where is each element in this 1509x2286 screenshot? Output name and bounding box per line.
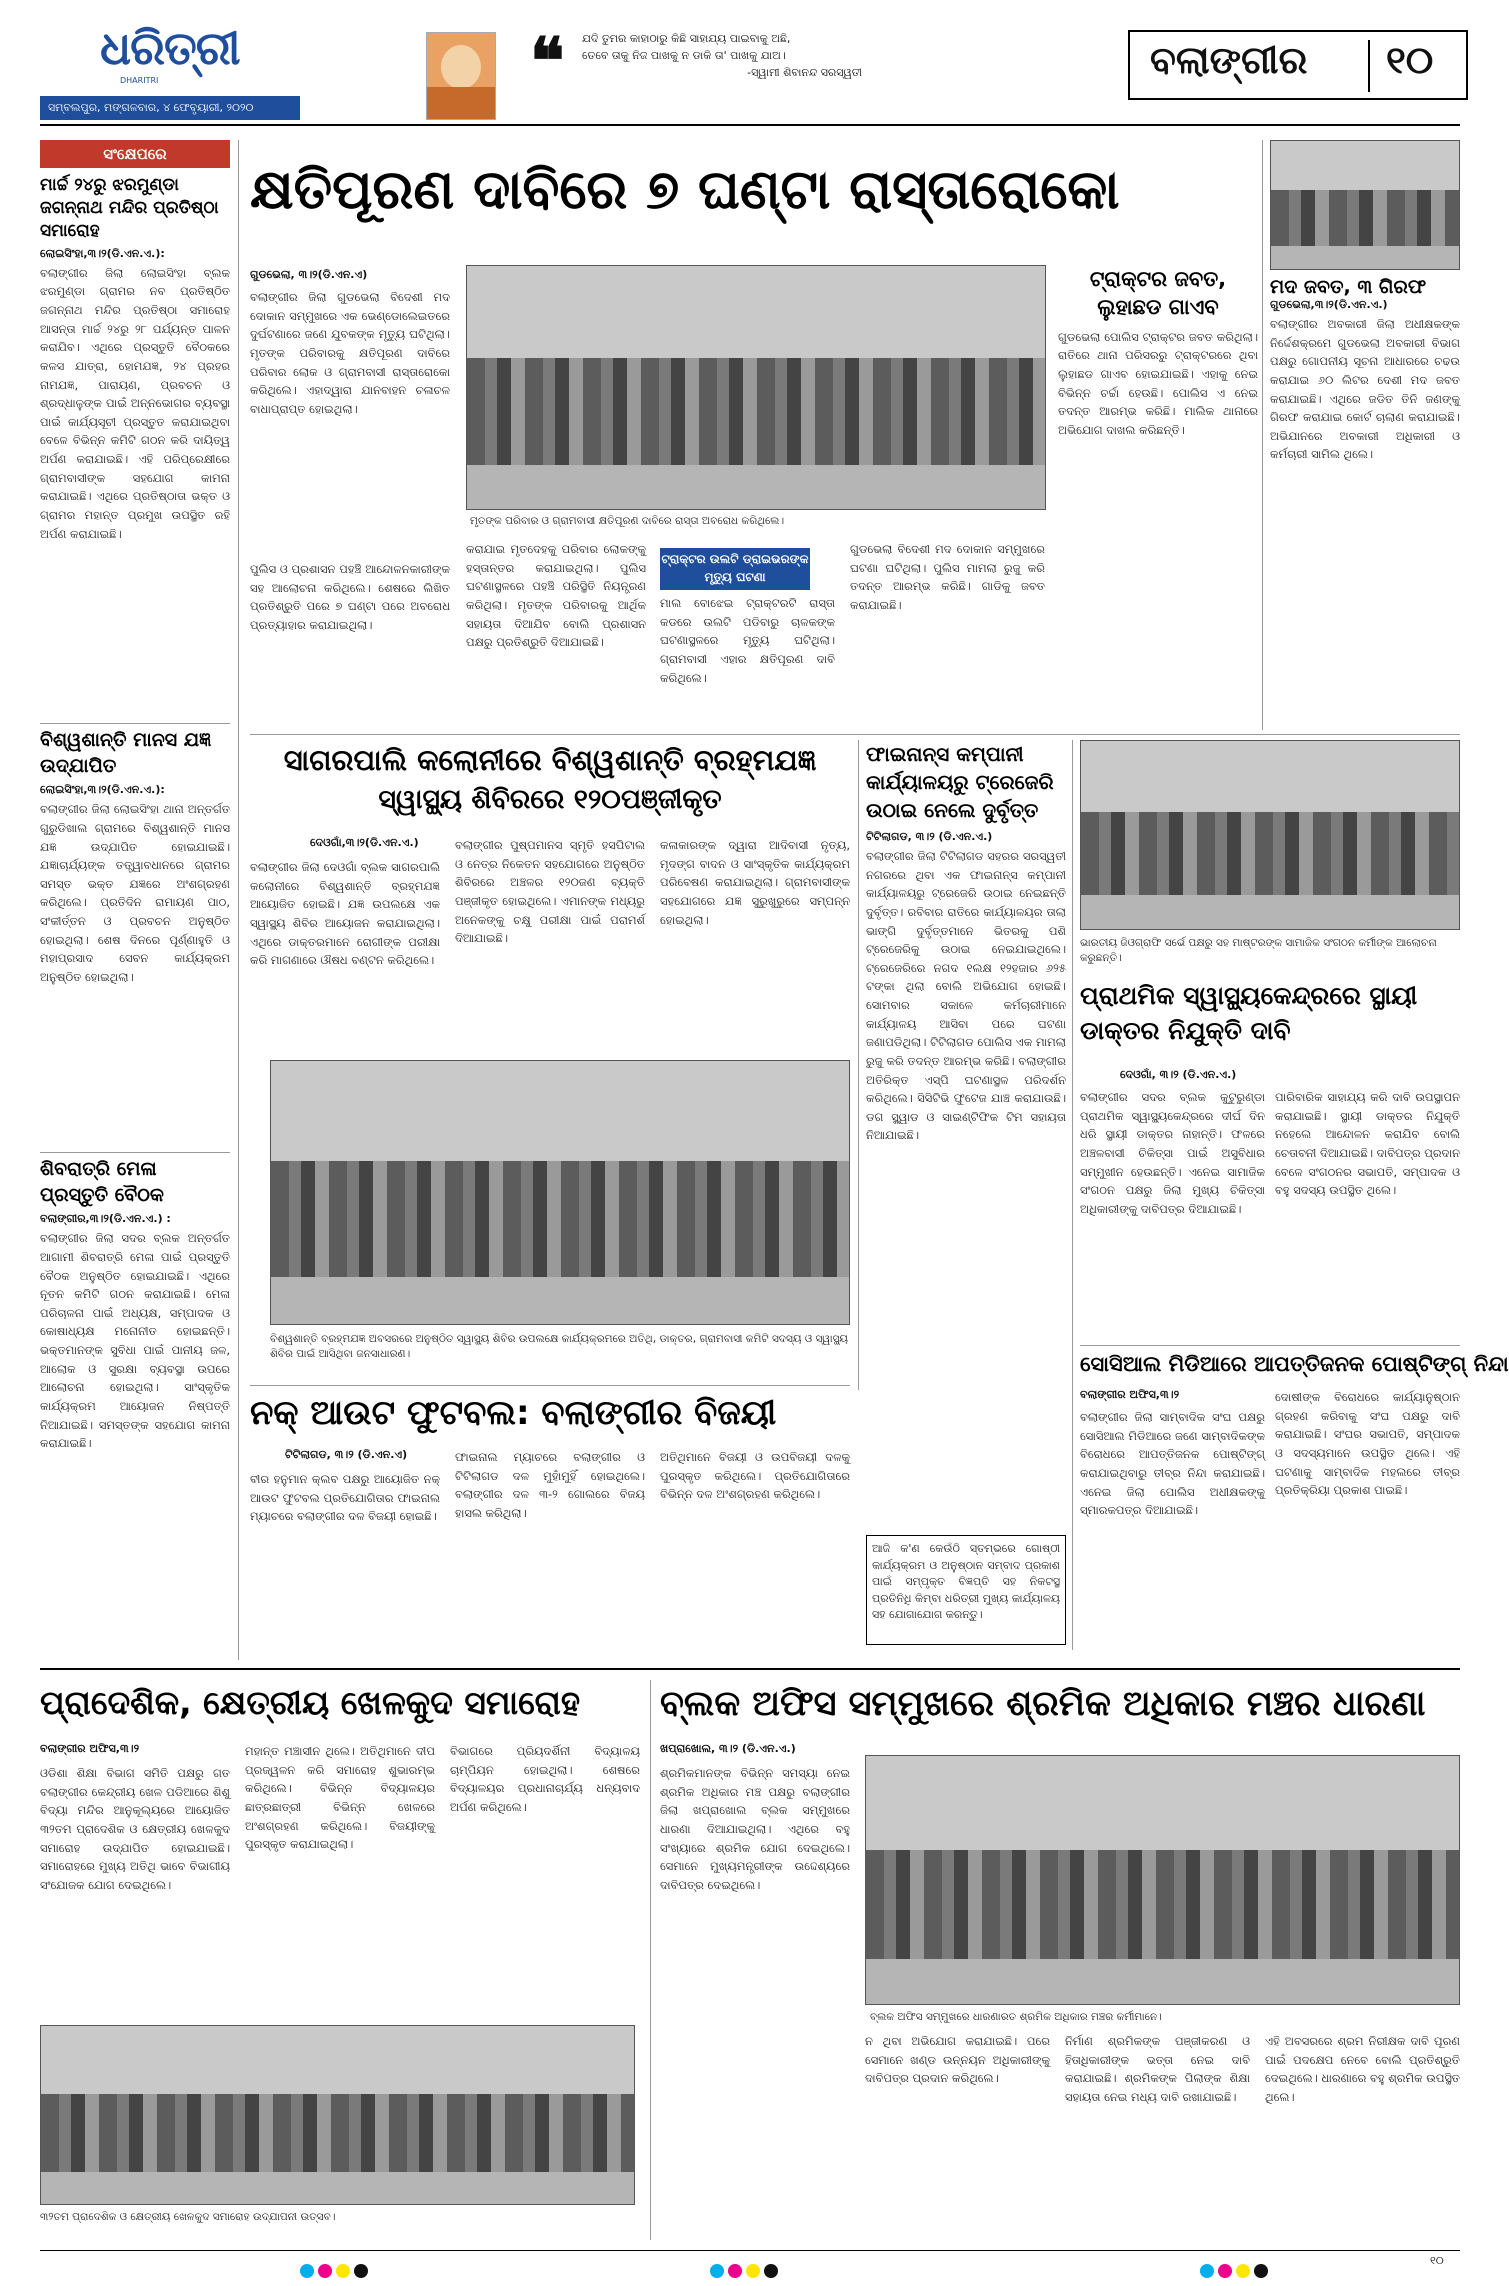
lead-col-4: ମାଲ ବୋଝେଇ ଟ୍ରାକ୍ଟରଟି ରାସ୍ତା କଡରେ ଉଲଟି ପଡିବାରୁ ଚାଳକଙ୍କ ଘଟଣାସ୍ଥଳରେ ମୃତ୍ୟୁ ଘଟିଥିଲା। ଗ୍ରାମବାସୀ ଏହାର କ୍ଷତିପୂରଣ ଦାବି କରିଥିଲେ। [660,596,835,685]
social-story [1080,1350,1509,1660]
brief-dateline-2: ଲୋଇସିଂହା,୩।୨(ଡି.ଏନ.ଏ.): [40,783,165,797]
brief-column [40,140,230,1660]
social-col-2: ଦୋଷୀଙ୍କ ବିରୋଧରେ କାର୍ଯ୍ୟାନୁଷ୍ଠାନ ଗ୍ରହଣ କରିବାକୁ ସଂଘ ପକ୍ଷରୁ ଦାବି କରାଯାଇଛି। ସଂଘର ସଭାପତି, ସମ୍ପାଦକ ଓ ସଦସ୍ୟମାନେ ଉପସ୍ଥିତ ଥିଲେ। ଏହି ଘଟଣାକୁ ସାମ୍ବାଦିକ ମହଲରେ ତୀବ୍ର ପ୍ରତିକ୍ରିୟା ପ୍ରକାଶ ପାଇଛି। [1275,1390,1460,1498]
lead-dateline: ଗୁଡଭେଲା, ୩।୨(ଡି.ଏନ.ଏ) [250,268,368,281]
footer-page-marker: ୧୦ [1430,2254,1444,2267]
magenta-mark [728,2264,742,2278]
football-col-3: ଅତିଥିମାନେ ବିଜୟୀ ଓ ଉପବିଜୟୀ ଦଳକୁ ପୁରସ୍କୃତ କରିଥିଲେ। ପ୍ରତିଯୋଗିତାରେ ବିଭିନ୍ନ ଦଳ ଅଂଶଗ୍ରହଣ କରିଥିଲେ। [660,1450,850,1502]
quote-line-2: ତେବେ ତାକୁ ନିଜ ପାଖକୁ ନ ଡାକି ତା' ପାଖକୁ ଯାଅ। [582,49,786,63]
brief-dateline-3: ବଲାଙ୍ଗୀର,୩।୨(ଡି.ଏନ.ଏ.) : [40,1212,171,1226]
labour-headline: ବ୍ଲକ ଅଫିସ ସମ୍ମୁଖରେ ଶ୍ରମିକ ଅଧିକାର ମଞ୍ଚର ଧାରଣା [660,1684,1426,1724]
sports-meet-dateline: ବଲାଙ୍ଗୀର ଅଫିସ,୩।୨ [40,1742,140,1755]
lead-story [250,140,1120,730]
social-dateline: ବଲାଙ୍ଗୀର ଅଫିସ,୩।୨ [1080,1388,1180,1401]
sports-meet-photo-caption: ୩୨ତମ ପ୍ରାଦେଶିକ ଓ କ୍ଷେତ୍ରୀୟ ଖେଳକୁଦ ସମାରୋହ ଉଦ୍‌ଯାପନୀ ଉତ୍ସବ। [40,2211,336,2223]
labour-photo-caption: ବ୍ଲକ ଅଫିସ ସମ୍ମୁଖରେ ଧାରଣାରତ ଶ୍ରମିକ ଅଧିକାର ମଞ୍ଚର କର୍ମୀମାନେ। [870,2011,1162,2023]
labour-col-4: ଏହି ଅବସରରେ ଶ୍ରମ ନିରୀକ୍ଷକ ଦାବି ପୂରଣ ପାଇଁ ପଦକ୍ଷେପ ନେବେ ବୋଲି ପ୍ରତିଶ୍ରୁତି ଦେଇଥିଲେ। ଧାରଣାରେ ବହୁ ଶ୍ରମିକ ଉପସ୍ଥିତ ଥିଲେ। [1265,2034,1460,2104]
section-name: ବଲାଙ୍ଗୀର [1150,38,1308,82]
sports-meet-headline: ପ୍ରାଦେଶିକ, କ୍ଷେତ୍ରୀୟ ଖେଳକୁଦ ସମାରୋହ [40,1683,581,1722]
brief-item-3 [40,1157,230,1657]
brief-headline-1: ମାର୍ଚ୍ଚ ୨୪ରୁ ଝରମୁଣ୍ଡା ଜଗନ୍ନାଥ ମନ୍ଦିର ପ୍ରତିଷ୍ଠା ସମାରୋହ [40,175,219,241]
yajna-col-3: କଳାକାରଙ୍କ ଦ୍ୱାରା ଆଦିବାସୀ ନୃତ୍ୟ, ମୃଦଙ୍ଗ ବାଦନ ଓ ସାଂସ୍କୃତିକ କାର୍ଯ୍ୟକ୍ରମ ପରିବେଷଣ କରାଯାଇଥିଲା। ଗ୍ରାମବାସୀଙ୍କ ସହଯୋଗରେ ଯଜ୍ଞ ସୁରୁଖୁରୁରେ ସମ୍ପନ୍ନ ହୋଇଥିଲା। [660,838,850,927]
football-col-2: ଫାଇନାଲ ମ୍ୟାଚରେ ବଲାଙ୍ଗୀର ଓ ଟିଟିଲାଗଡ ଦଳ ମୁହାଁମୁହିଁ ହୋଇଥିଲେ। ବଲାଙ୍ଗୀର ଦଳ ୩-୨ ଗୋଲରେ ବିଜୟ ହାସଲ କରିଥିଲା। [455,1450,645,1520]
quote-author: -ସ୍ୱାମୀ ଶିବାନନ୍ଦ ସରସ୍ୱତୀ [747,66,862,80]
lead-col-2: ପୁଲିସ ଓ ପ୍ରଶାସନ ପହଞ୍ଚି ଆନ୍ଦୋଳନକାରୀଙ୍କ ସହ ଆଲୋଚନା କରିଥିଲେ। ଶେଷରେ ଲିଖିତ ପ୍ରତିଶ୍ରୁତି ପରେ ୭ ଘଣ୍ଟା ପରେ ଅବରୋଧ ପ୍ରତ୍ୟାହାର କରାଯାଇଥିଲା। [250,562,450,632]
liquor-story [1270,140,1460,730]
black-mark [354,2264,368,2278]
yajna-col-2: ବଲାଙ୍ଗୀର ପୁଷ୍ପମାନସ ସ୍ମୃତି ହସପିଟାଲ ଓ ନେତ୍ର ନିକେତନ ସହଯୋଗରେ ଅନୁଷ୍ଠିତ ଶିବିରରେ ଅଞ୍ଚଳର ୧୨୦ଜଣ ବ୍ୟକ୍ତି ପଞ୍ଜୀକୃତ ହୋଇଥିଲେ। ଏମାନଙ୍କ ମଧ୍ୟରୁ ଅନେକଙ୍କୁ ଚକ୍ଷୁ ପରୀକ୍ଷା ପାଇଁ ପରାମର୍ଶ ଦିଆଯାଇଛି। [455,838,645,946]
brief-body-3: ବଲାଙ୍ଗୀର ଜିଲା ସଦର ବ୍ଲକ ଅନ୍ତର୍ଗତ ଆଗାମୀ ଶିବରାତ୍ରି ମେଳା ପାଇଁ ପ୍ରସ୍ତୁତି ବୈଠକ ଅନୁଷ୍ଠିତ ହୋଇଯାଇଛି। ଏଥିରେ ନୂତନ କମିଟି ଗଠନ କରାଯାଇଛି। ମେଳା ପରିଚାଳନା ପାଇଁ ଅଧ୍ୟକ୍ଷ, ସମ୍ପାଦକ ଓ କୋଷାଧ୍ୟକ୍ଷ ମନୋନୀତ ହୋଇଛନ୍ତି। ଭକ୍ତମାନଙ୍କ ସୁବିଧା ପାଇଁ ପାନୀୟ ଜଳ, ଆଲୋକ ଓ ସୁରକ୍ଷା ବ୍ୟବସ୍ଥା ଉପରେ ଆଲୋଚନା ହୋଇଥିଲା। ସାଂସ୍କୃତିକ କାର୍ଯ୍ୟକ୍ରମ ଆୟୋଜନ ନିଷ୍ପତ୍ତି ନିଆଯାଇଛି। ସମସ୍ତଙ୍କ ସହଯୋଗ କାମନା କରାଯାଇଛି। [40,1231,230,1451]
sage-portrait [426,32,496,120]
magenta-mark [318,2264,332,2278]
brief-body-1: ବଲାଙ୍ଗୀର ଜିଲା ଲୋଇସିଂହା ବ୍ଲକ ଝରମୁଣ୍ଡା ଗ୍ରାମର ନବ ପ୍ରତିଷ୍ଠିତ ଜଗନ୍ନାଥ ମନ୍ଦିର ପ୍ରତିଷ୍ଠା ସମାରୋହ ଆସନ୍ତା ମାର୍ଚ୍ଚ ୨୪ରୁ ୨୮ ପର୍ଯ୍ୟନ୍ତ ପାଳନ କରାଯିବ। ଏଥିରେ ପ୍ରସ୍ତୁତି ବୈଠକରେ କଳସ ଯାତ୍ରା, ହୋମଯଜ୍ଞ, ୨୪ ପ୍ରହର ନାମଯଜ୍ଞ, ପାରାୟଣ, ପ୍ରବଚନ ଓ ଶ୍ରଦ୍ଧାଳୁଙ୍କ ପାଇଁ ଅନ୍ନଭୋଗର ବ୍ୟବସ୍ଥା ପାଇଁ କାର୍ଯ୍ୟସୂଚୀ ପ୍ରସ୍ତୁତ କରାଯାଇଥିବା ବେଳେ ବିଭିନ୍ନ କମିଟି ଗଠନ କରି ଦାୟିତ୍ୱ ଅର୍ପଣ କରାଯାଇଛି। ଏହି ପରିପ୍ରେକ୍ଷୀରେ ଗ୍ରାମବାସୀଙ୍କ ସହଯୋଗ କାମନା କରାଯାଇଛି। ଏଥିରେ ପ୍ରତିଷ୍ଠାତା ଭକ୍ତ ଓ ଗ୍ରାମର ମହାନ୍ତ ପ୍ରମୁଖ ଉପସ୍ଥିତ ରହି ଅର୍ପଣ କରାଯାଇଛି। [40,265,230,541]
liquor-dateline: ଗୁଡଭେଲା,୩।୨(ଡି.ଏନ.ଏ.) [1270,298,1388,311]
yajna-col-1: ବଲାଙ୍ଗୀର ଜିଲା ଦେଓଗାଁ ବ୍ଲକ ସାଗରପାଲି କଲୋନୀରେ ବିଶ୍ୱଶାନ୍ତି ବ୍ରହ୍ମଯଜ୍ଞ ଆୟୋଜିତ ହୋଇଛି। ଯଜ୍ଞ ଉପଲକ୍ଷେ ଏକ ସ୍ୱାସ୍ଥ୍ୟ ଶିବିର ଆୟୋଜନ କରାଯାଇଥିଲା। ଏଥିରେ ଡାକ୍ତରମାନେ ରୋଗୀଙ୍କ ପରୀକ୍ଷା କରି ମାଗଣାରେ ଔଷଧ ବଣ୍ଟନ କରିଥିଲେ। [250,860,440,968]
sports-meet-story [40,1680,640,2240]
labour-col-3: ନିର୍ମାଣ ଶ୍ରମିକଙ୍କ ପଞ୍ଜୀକରଣ ଓ ହିତାଧିକାରୀଙ୍କ ଭତ୍ତା ନେଇ ଦାବି କରାଯାଇଛି। ଶ୍ରମିକଙ୍କ ପିଲାଙ୍କ ଶିକ୍ଷା ସହାୟତା ନେଇ ମଧ୍ୟ ଦାବି ରଖାଯାଇଛି। [1065,2034,1250,2104]
yajna-headline: ସାଗରପାଲି କଲୋନୀରେ ବିଶ୍ୱଶାନ୍ତି ବ୍ରହ୍ମଯଜ୍ଞ [283,743,817,777]
liquor-photo [1270,140,1460,270]
lead-photo [466,265,1046,510]
yajna-photo-caption: ବିଶ୍ୱଶାନ୍ତି ବ୍ରହ୍ମଯଜ୍ଞ ଅବସରରେ ଅନୁଷ୍ଠିତ ସ୍ୱାସ୍ଥ୍ୟ ଶିବିର ଉପଲକ୍ଷେ କାର୍ଯ୍ୟକ୍ରମରେ ଅତିଥି, ଡାକ୍ତର, ଗ୍ରାମବାସୀ କମିଟି ସଦସ୍ୟ ଓ ସ୍ୱାସ୍ଥ୍ୟ ଶିବିର ପାଇଁ ଆସିଥିବା ଜନସାଧାରଣ। [270,1333,848,1360]
brief-headline-2: ବିଶ୍ୱଶାନ୍ତି ମାନସ ଯଜ୍ଞ ଉଦ୍‌ଯାପିତ [40,729,212,777]
sports-meet-photo [40,2025,635,2205]
logo-sub: DHARITRI [120,76,159,85]
sports-meet-col-2: ମହାନ୍ତ ମଞ୍ଚାସୀନ ଥିଲେ। ଅତିଥିମାନେ ଦୀପ ପ୍ରଜ୍ୱଳନ କରି ସମାରୋହ ଶୁଭାରମ୍ଭ କରିଥିଲେ। ବିଭିନ୍ନ ବିଦ୍ୟାଳୟର ଛାତ୍ରଛାତ୍ରୀ ବିଭିନ୍ନ ଖେଳରେ ଅଂଶଗ୍ରହଣ କରିଥିଲେ। ବିଜୟୀଙ୍କୁ ପୁରସ୍କୃତ କରାଯାଇଥିଲା। [245,1744,435,1852]
accident-subhead-box [660,548,810,590]
page-number: ୧୦ [1386,38,1434,82]
doctor-story [1080,740,1460,1340]
accident-subhead: ଟ୍ରାକ୍ଟର ଉଲଟି ଡ୍ରାଇଭରଙ୍କ ମୃତ୍ୟୁ ଘଟଣା [661,552,809,584]
yellow-mark [746,2264,760,2278]
magenta-mark [1218,2264,1232,2278]
football-col-1: ବୀର ହନୁମାନ କ୍ଲବ ପକ୍ଷରୁ ଆୟୋଜିତ ନକ୍ ଆଉଟ ଫୁଟବଲ ପ୍ରତିଯୋଗିତାର ଫାଇନାଲ ମ୍ୟାଚରେ ବଲାଙ୍ଗୀର ଦଳ ବିଜୟୀ ହୋଇଛି। [250,1472,440,1524]
brief-item-1 [40,174,230,719]
lead-headline: କ୍ଷତିପୂରଣ ଦାବିରେ ୭ ଘଣ୍ଟା ରାସ୍ତାରୋକୋ [250,158,1120,221]
football-headline: ନକ୍ ଆଉଟ ଫୁଟବଲ: ବଲାଙ୍ଗୀର ବିଜୟୀ [250,1393,777,1433]
finance-body: ବଲାଙ୍ଗୀର ଜିଲା ଟିଟିଲାଗଡ ସହରର ସରସ୍ୱତୀ ନଗରରେ ଥିବା ଏକ ଫାଇନାନ୍ସ କମ୍ପାନୀ କାର୍ଯ୍ୟାଳୟରୁ ଟ୍ରେଜେରି ଉଠାଇ ନେଇଛନ୍ତି ଦୁର୍ବୃତ୍ତ। ରବିବାର ରାତିରେ କାର୍ଯ୍ୟାଳୟର ତାଲା ଭାଙ୍ଗି ଦୁର୍ବୃତ୍ତମାନେ ଭିତରକୁ ପଶି ଟ୍ରେଜେରିକୁ ଉଠାଇ ନେଇଯାଇଥିଲେ। ଟ୍ରେଜେରିରେ ନଗଦ ୧ଲକ୍ଷ ୧୨ହଜାର ୬୨୫ ଟଙ୍କା ଥିଲା ବୋଲି ଅଭିଯୋଗ ହୋଇଛି। ସୋମବାର ସକାଳେ କର୍ମଚାରୀମାନେ କାର୍ଯ୍ୟାଳୟ ଆସିବା ପରେ ଘଟଣା ଜଣାପଡିଥିଲା। ଟିଟିଲାଗଡ ପୋଲିସ ଏକ ମାମଲା ରୁଜୁ କରି ତଦନ୍ତ ଆରମ୍ଭ କରିଛି। ବଲାଙ୍ଗୀର ଅତିରିକ୍ତ ଏସ୍‌ପି ଘଟଣାସ୍ଥଳ ପରିଦର୍ଶନ କରିଥିଲେ। ସିସିଟିଭି ଫୁଟେଜ ଯାଞ୍ଚ କରାଯାଉଛି। ଡଗ ସ୍କ୍ୱାଡ ଓ ସାଇଣ୍ଟିଫିକ ଟିମ ସହାୟତା ନିଆଯାଇଛି। [866,849,1066,1143]
cyan-mark [1200,2264,1214,2278]
tractor-headline: ଟ୍ରାକ୍ଟର ଜବତ, ଲୁହାଛଡ ଗାଏବ [1089,267,1227,320]
liquor-headline: ମଦ ଜବତ, ୩ ଗିରଫ [1270,276,1427,298]
section-box [1128,30,1468,100]
yellow-mark [336,2264,350,2278]
lead-col-5: ଗୁଡଭେଲା ବିଦେଶୀ ମଦ ଦୋକାନ ସମ୍ମୁଖରେ ଘଟଣା ଘଟିଥିଲା। ପୁଲିସ ମାମଲା ରୁଜୁ କରି ତଦନ୍ତ ଆରମ୍ଭ କରିଛି। ଗାଡିକୁ ଜବତ କରାଯାଇଛି। [850,542,1045,612]
yajna-subhead: ସ୍ୱାସ୍ଥ୍ୟ ଶିବିରରେ ୧୨୦ପଞ୍ଜୀକୃତ [378,783,722,815]
yajna-story [250,740,850,1380]
liquor-body: ବଲାଙ୍ଗୀର ଅବକାରୀ ଜିଲା ଅଧୀକ୍ଷକଙ୍କ ନିର୍ଦ୍ଦେଶକ୍ରମେ ଗୁଡଭେଲା ଅବକାରୀ ବିଭାଗ ପକ୍ଷରୁ ଗୋପନୀୟ ସୂଚନା ଆଧାରରେ ଚଢଉ କରାଯାଇ ୬୦ ଲିଟର ଦେଶୀ ମଦ ଜବତ କରାଯାଇଛି। ଏଥିରେ ଜଡିତ ତିନି ଜଣଙ୍କୁ ଗିରଫ କରାଯାଇ କୋର୍ଟ ଚାଲାଣ କରାଯାଇଛି। ଅଭିଯାନରେ ଅବକାରୀ ଅଧିକାରୀ ଓ କର୍ମଚାରୀ ସାମିଲ ଥିଲେ। [1270,317,1460,462]
labour-dateline: ଖପ୍ରାଖୋଲ, ୩।୨ (ଡି.ଏନ.ଏ.) [660,1742,796,1755]
black-mark [1254,2264,1268,2278]
cyan-mark [300,2264,314,2278]
labour-photo [865,1755,1460,2005]
brief-headline-3: ଶିବରାତ୍ରି ମେଳା ପ୍ରସ୍ତୁତି ବୈଠକ [40,1158,164,1206]
football-story [250,1390,850,1660]
dateline-bar [40,96,300,120]
lead-photo-caption: ମୃତଙ୍କ ପରିବାର ଓ ଗ୍ରାମବାସୀ କ୍ଷତିପୂରଣ ଦାବିରେ ରାସ୍ତା ଅବରୋଧ କରିଥିଲେ। [470,515,785,527]
logo-text: ଧରିତ୍ରୀ [100,21,240,75]
yajna-dateline: ଦେଓଗାଁ,୩।୨(ଡି.ଏନ.ଏ.) [310,836,419,849]
doctor-col-1: ବଲାଙ୍ଗୀର ସଦର ବ୍ଲକ କୁଟୁରୁଣ୍ଡା ପ୍ରାଥମିକ ସ୍ୱାସ୍ଥ୍ୟକେନ୍ଦ୍ରରେ ଦୀର୍ଘ ଦିନ ଧରି ସ୍ଥାୟୀ ଡାକ୍ତର ନାହାନ୍ତି। ଫଳରେ ଅଞ୍ଚଳବାସୀ ଚିକିତ୍ସା ପାଇଁ ଅସୁବିଧାର ସମ୍ମୁଖୀନ ହେଉଛନ୍ତି। ଏନେଇ ସାମାଜିକ ସଂଗଠନ ପକ୍ଷରୁ ଜିଲା ମୁଖ୍ୟ ଚିକିତ୍ସା ଅଧିକାରୀଙ୍କୁ ଦାବିପତ୍ର ଦିଆଯାଇଛି। [1080,1090,1265,1216]
labour-story [660,1680,1460,2240]
quote-block [582,30,882,120]
football-dateline: ଟିଟିଲାଗଡ, ୩।୨ (ଡି.ଏନ.ଏ) [285,1448,408,1461]
yajna-photo [270,1060,850,1325]
brief-dateline-1: ଲୋଇସିଂହା,୩।୨(ଡି.ଏନ.ଏ.): [40,246,165,260]
labour-col-1: ଶ୍ରମିକମାନଙ୍କ ବିଭିନ୍ନ ସମସ୍ୟା ନେଇ ଶ୍ରମିକ ଅଧିକାର ମଞ୍ଚ ପକ୍ଷରୁ ବଲାଙ୍ଗୀର ଜିଲା ଖପ୍ରାଖୋଲ ବ୍ଲକ ସମ୍ମୁଖରେ ଧାରଣା ଦିଆଯାଇଥିଲା। ଏଥିରେ ବହୁ ସଂଖ୍ୟାରେ ଶ୍ରମିକ ଯୋଗ ଦେଇଥିଲେ। ସେମାନେ ମୁଖ୍ୟମନ୍ତ୍ରୀଙ୍କ ଉଦ୍ଦେଶ୍ୟରେ ଦାବିପତ୍ର ଦେଇଥିଲେ। [660,1766,850,1892]
tractor-story [1058,265,1258,725]
sports-meet-col-3: ବିଭାଗରେ ପ୍ରିୟଦର୍ଶିନୀ ବିଦ୍ୟାଳୟ ଚାମ୍ପିୟନ ହୋଇଥିଲା। ଶେଷରେ ବିଦ୍ୟାଳୟର ପ୍ରଧାନାଚାର୍ଯ୍ୟ ଧନ୍ୟବାଦ ଅର୍ପଣ କରିଥିଲେ। [450,1744,640,1814]
finance-headline: ଫାଇନାନ୍ସ କମ୍ପାନୀ କାର୍ଯ୍ୟାଳୟରୁ ଟ୍ରେଜେରି ଉଠାଇ ନେଲେ ଦୁର୍ବୃତ୍ତ [866,742,1054,822]
dateline: ସମ୍ବଲପୁର, ମଙ୍ଗଳବାର, ୪ ଫେବୃୟାରୀ, ୨୦୨୦ [48,101,254,114]
black-mark [764,2264,778,2278]
lead-col-3: କରାଯାଇ ମୃତଦେହକୁ ପରିବାର ଲୋକଙ୍କୁ ହସ୍ତାନ୍ତର କରାଯାଇଥିଲା। ପୁଲିସ ଘଟଣାସ୍ଥଳରେ ପହଞ୍ଚି ପରିସ୍ଥିତି ନିୟନ୍ତ୍ରଣ କରିଥିଲା। ମୃତଙ୍କ ପରିବାରକୁ ଆର୍ଥିକ ସହାୟତା ଦିଆଯିବ ବୋଲି ପ୍ରଶାସନ ପକ୍ଷରୁ ପ୍ରତିଶ୍ରୁତି ଦିଆଯାଇଛି। [466,542,646,650]
quote-mark-icon: ❝ [530,24,565,99]
notice-box [866,1535,1066,1645]
doctor-headline: ପ୍ରାଥମିକ ସ୍ୱାସ୍ଥ୍ୟକେନ୍ଦ୍ରରେ ସ୍ଥାୟୀ ଡାକ୍ତର ନିଯୁକ୍ତି ଦାବି [1080,981,1418,1045]
finance-story [866,740,1066,1650]
social-headline: ସୋସିଆଲ ମିଡିଆରେ ଆପତ୍ତିଜନକ ପୋଷ୍ଟିଙ୍ଗ୍ ନିନ୍ଦା [1080,1352,1509,1376]
brief-item-2 [40,728,230,1148]
doctor-photo-caption: ଭାରତୀୟ ଜିଓଗ୍ରାଫି ସର୍ଭେ ପକ୍ଷରୁ ସହ ମାଷ୍ଟରଙ୍କ ସାମାଜିକ ସଂଗଠନ କର୍ମୀଙ୍କ ଆଲୋଚନା କରୁଛନ୍ତି। [1080,937,1437,964]
social-col-1: ବଲାଙ୍ଗୀର ଜିଲା ସାମ୍ବାଦିକ ସଂଘ ପକ୍ଷରୁ ସୋସିଆଲ ମିଡିଆରେ ଜଣେ ସାମ୍ବାଦିକଙ୍କ ବିରୋଧରେ ଆପତ୍ତିଜନକ ପୋଷ୍ଟିଙ୍ଗ୍ କରାଯାଇଥିବାରୁ ତୀବ୍ର ନିନ୍ଦା କରାଯାଇଛି। ଏନେଇ ଜିଲା ପୋଲିସ ଅଧୀକ୍ଷକଙ୍କୁ ସ୍ମାରକପତ୍ର ଦିଆଯାଇଛି। [1080,1410,1265,1518]
quote-line-1: ଯଦି ତୁମର କାହାଠାରୁ କିଛି ସାହାଯ୍ୟ ପାଇବାକୁ ଅଛି, [582,32,791,45]
cyan-mark [710,2264,724,2278]
footer-bar [0,2250,1500,2286]
labour-col-2: ନ ଥିବା ଅଭିଯୋଗ କରାଯାଇଛି। ପରେ ସେମାନେ ଖଣ୍ଡ ଉନ୍ନୟନ ଅଧିକାରୀଙ୍କୁ ଦାବିପତ୍ର ପ୍ରଦାନ କରିଥିଲେ। [865,2034,1050,2086]
logo[interactable] [100,20,270,90]
masthead [0,0,1500,130]
brief-label: ସଂକ୍ଷେପରେ [40,140,230,168]
doctor-col-2: ପାରିବାରିକ ସାହାଯ୍ୟ କରି ଦାବି ଉପସ୍ଥାପନ କରାଯାଇଛି। ସ୍ଥାୟୀ ଡାକ୍ତର ନିଯୁକ୍ତି ନହେଲେ ଆନ୍ଦୋଳନ କରାଯିବ ବୋଲି ଚେତାବନୀ ଦିଆଯାଇଛି। ଦାବିପତ୍ର ପ୍ରଦାନ ବେଳେ ସଂଗଠନର ସଭାପତି, ସମ୍ପାଦକ ଓ ବହୁ ସଦସ୍ୟ ଉପସ୍ଥିତ ଥିଲେ। [1275,1090,1460,1198]
lead-col-1: ବଲାଙ୍ଗୀର ଜିଲା ଗୁଡଭେଲା ବିଦେଶୀ ମଦ ଦୋକାନ ସମ୍ମୁଖରେ ଏକ ଭେଣ୍ଡୋଲେଇତରେ ଦୁର୍ଘଟଣାରେ ଜଣେ ଯୁବକଙ୍କ ମୃତ୍ୟୁ ଘଟିଥିଲା। ମୃତଙ୍କ ପରିବାରକୁ କ୍ଷତିପୂରଣ ଦାବିରେ ପରିବାର ଲୋକ ଓ ଗ୍ରାମବାସୀ ରାସ୍ତାରୋକୋ କରିଥିଲେ। ଏହାଦ୍ୱାରା ଯାନବାହନ ଚଳାଚଳ ବାଧାପ୍ରାପ୍ତ ହୋଇଥିଲା। [250,290,450,416]
yellow-mark [1236,2264,1250,2278]
notice-text: ଆଜି କ'ଣ କେଉଁଠି ସ୍ତମ୍ଭରେ ଗୋଷ୍ଠୀ କାର୍ଯ୍ୟକ୍ରମ ଓ ଅନୁଷ୍ଠାନ ସମ୍ବାଦ ପ୍ରକାଶ ପାଇଁ ସମ୍ପୃକ୍ତ ବିଜ୍ଞପ୍ତି ସହ ନିକଟସ୍ଥ ପ୍ରତିନିଧି କିମ୍ବା ଧରିତ୍ରୀ ମୁଖ୍ୟ କାର୍ଯ୍ୟାଳୟ ସହ ଯୋଗାଯୋଗ କରନ୍ତୁ। [872,1542,1060,1621]
finance-dateline: ଟିଟିଲାଗଡ, ୩।୨ (ଡି.ଏନ.ଏ.) [866,830,993,843]
brief-body-2: ବଲାଙ୍ଗୀର ଜିଲା ଲୋଇସିଂହା ଥାନା ଅନ୍ତର୍ଗତ ଗୁରୁଡିଖାଲ ଗ୍ରାମରେ ବିଶ୍ୱଶାନ୍ତି ମାନସ ଯଜ୍ଞ ଉଦ୍‌ଯାପିତ ହୋଇଯାଇଛି। ଯଜ୍ଞାଚାର୍ଯ୍ୟଙ୍କ ତତ୍ତ୍ୱାବଧାନରେ ଗ୍ରାମର ସମସ୍ତ ଭକ୍ତ ଯଜ୍ଞରେ ଅଂଶଗ୍ରହଣ କରିଥିଲେ। ପ୍ରତିଦିନ ରାମାୟଣ ପାଠ, ସଂକୀର୍ତ୍ତନ ଓ ପ୍ରବଚନ ଅନୁଷ୍ଠିତ ହୋଇଥିଲା। ଶେଷ ଦିନରେ ପୂର୍ଣ୍ଣାହୁତି ଓ ମହାପ୍ରସାଦ ସେବନ କାର୍ଯ୍ୟକ୍ରମ ଅନୁଷ୍ଠିତ ହୋଇଥିଲା। [40,802,230,984]
sports-meet-col-1: ଓଡିଶା ଶିକ୍ଷା ବିଭାଗ ସମିତି ପକ୍ଷରୁ ଗତ ବଲାଙ୍ଗୀର କେନ୍ଦ୍ରୀୟ ଖେଳ ପଡିଆରେ ଶିଶୁ ବିଦ୍ୟା ମନ୍ଦିର ଆନୁକୂଲ୍ୟରେ ଆୟୋଜିତ ୩୨ତମ ପ୍ରାଦେଶିକ ଓ କ୍ଷେତ୍ରୀୟ ଖେଳକୁଦ ସମାରୋହ ଉଦ୍‌ଯାପିତ ହୋଇଯାଇଛି। ସମାରୋହରେ ମୁଖ୍ୟ ଅତିଥି ଭାବେ ବିଭାଗୀୟ ସଂଯୋଜକ ଯୋଗ ଦେଇଥିଲେ। [40,1766,230,1892]
tractor-body: ଗୁଡଭେଲା ପୋଲିସ ଟ୍ରାକ୍ଟର ଜବତ କରିଥିଲା। ରାତିରେ ଥାନା ପରିସରରୁ ଟ୍ରାକ୍ଟରରେ ଥିବା ଲୁହାଛଡ ଗାଏବ ହୋଇଯାଇଛି। ଏହାକୁ ନେଇ ବିଭିନ୍ନ ଚର୍ଚ୍ଚା ହେଉଛି। ପୋଲିସ ଏ ନେଇ ତଦନ୍ତ ଆରମ୍ଭ କରିଛି। ମାଲିକ ଥାନାରେ ଅଭିଯୋଗ ଦାଖଲ କରିଛନ୍ତି। [1058,329,1258,437]
doctor-dateline: ଦେଓଗାଁ, ୩।୨ (ଡି.ଏନ.ଏ.) [1120,1068,1237,1081]
doctor-photo [1080,740,1460,930]
